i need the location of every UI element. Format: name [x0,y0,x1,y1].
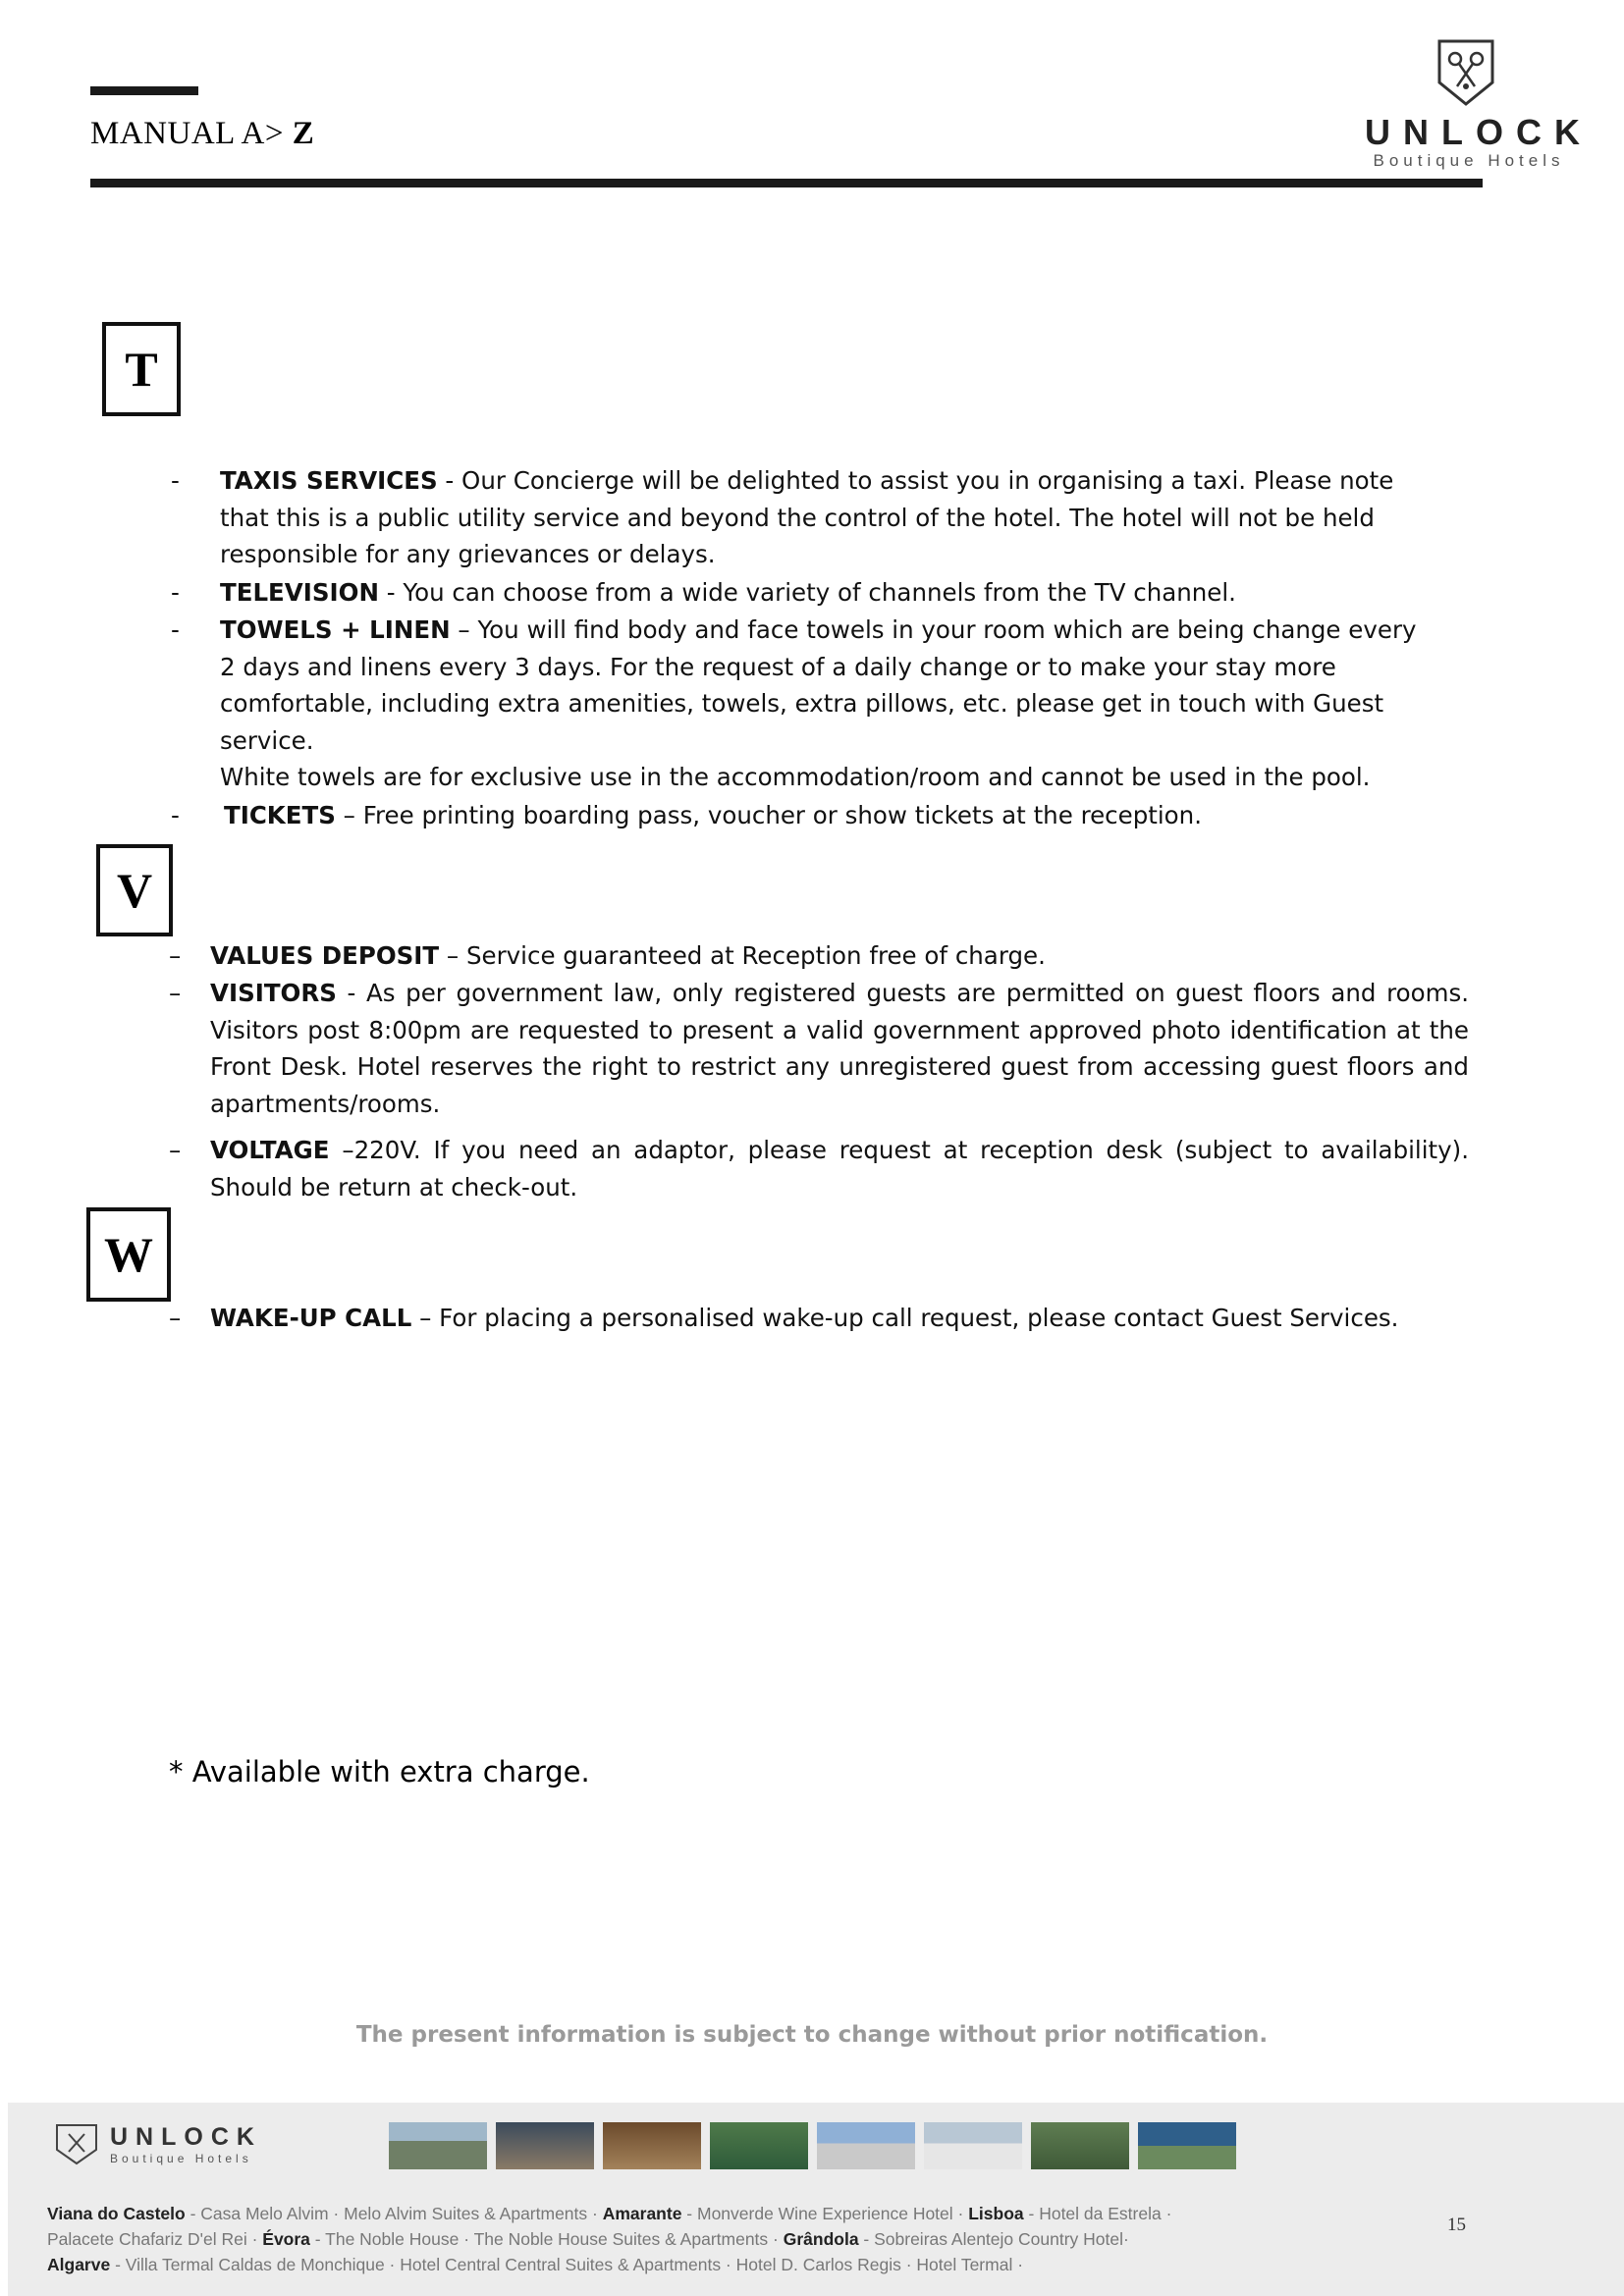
list-item-towels: - TOWELS + LINEN – You will find body and face towels in your room which are being change every 2 days and linens every 3 days. For the request of a daily change or to make your stay more comfortable, including extra amenities, towels, extra pillows, etc. please get in touch with Guest service. White towels are for exclusive use in the accommodation/room and cannot be used in the pool. [220,612,1437,796]
item-title: TICKETS [224,801,336,829]
section-letter-v: V [96,844,173,936]
hotel-photo [710,2122,808,2169]
towels-note: White towels are for exclusive use in the accommodation/room and cannot be used in the pool. [220,763,1371,791]
item-title: VISITORS [210,979,337,1007]
manual-title: MANUAL A> Z [90,116,315,151]
hotel-locations-list: Viana do Castelo - Casa Melo Alvim · Melo Alvim Suites & Apartments · Amarante - Monverde Wine Experience Hotel · Lisboa - Hotel da Estrela · Palacete Chafariz D'el Rei · Évora - The Noble House · The Noble House Suites & Apartments · Grândola - Sobreiras Alentejo Country Hotel· Algarve - Villa Termal Caldas de Monchique · Hotel Central Central Suites & Apartments · Hotel D. Carlos Regis · Hotel Termal · [47,2204,1172,2274]
list-item-voltage: – VOLTAGE –220V. If you need an adaptor, please request at reception desk (subject to availability). Should be return at check-out. [169,1136,1469,1201]
hotel-photo [1031,2122,1129,2169]
logo-wordmark: UNLOCK [1365,112,1593,152]
footer-band [8,2103,1624,2296]
list-item-values-deposit: – VALUES DEPOSIT – Service guaranteed at Reception free of charge. [169,941,1046,970]
item-title: VOLTAGE [210,1136,330,1164]
section-letter-t: T [102,322,181,416]
keys-crest-icon [1432,37,1500,108]
list-item-wake-up-call: – WAKE-UP CALL – For placing a personalised wake-up call request, please contact Guest Services. [169,1304,1399,1332]
header-rule-short [90,86,198,95]
hotel-photo [924,2122,1022,2169]
item-title: TAXIS SERVICES [220,466,438,495]
keys-crest-icon [53,2122,100,2165]
disclaimer-notice: The present information is subject to change without prior notification. [355,2022,1269,2048]
item-title: TELEVISION [220,578,379,607]
footer-logo-wordmark: UNLOCK [110,2122,262,2151]
hotel-photo [603,2122,701,2169]
section-letter-w: W [86,1207,171,1302]
list-item-visitors: – VISITORS - As per government law, only registered guests are permitted on guest floors and rooms. Visitors post 8:00pm are requested to present a valid government approved photo identification at the Front Desk. Hotel reserves the right to restrict any unregistered guest from accessing guest floors and apartments/rooms. [169,979,1469,1118]
item-title: VALUES DEPOSIT [210,941,440,970]
page-number: 15 [1447,2215,1466,2235]
hotel-photo [389,2122,487,2169]
logo-tagline: Boutique Hotels [1373,151,1565,170]
footer-logo [53,2122,262,2165]
list-item-television: - TELEVISION - You can choose from a wide variety of channels from the TV channel. [171,578,1236,607]
hotel-photo [496,2122,594,2169]
footer-logo-tagline: Boutique Hotels [110,2151,252,2165]
list-item-tickets: - TICKETS – Free printing boarding pass, voucher or show tickets at the reception. [171,801,1202,829]
unlock-logo [1355,37,1593,185]
hotel-photo [1138,2122,1236,2169]
list-item-taxis: - TAXIS SERVICES - Our Concierge will be delighted to assist you in organising a taxi. Please note that this is a public utility service and beyond the control of the hotel. The hotel will not be held responsible for any grievances or delays. [171,466,1394,568]
hotel-photo [817,2122,915,2169]
extra-charge-note: * Available with extra charge. [169,1755,590,1789]
hotel-photo-strip [389,2122,1236,2169]
item-title: TOWELS + LINEN [220,615,451,644]
header-rule [90,179,1483,187]
item-title: WAKE-UP CALL [210,1304,412,1332]
